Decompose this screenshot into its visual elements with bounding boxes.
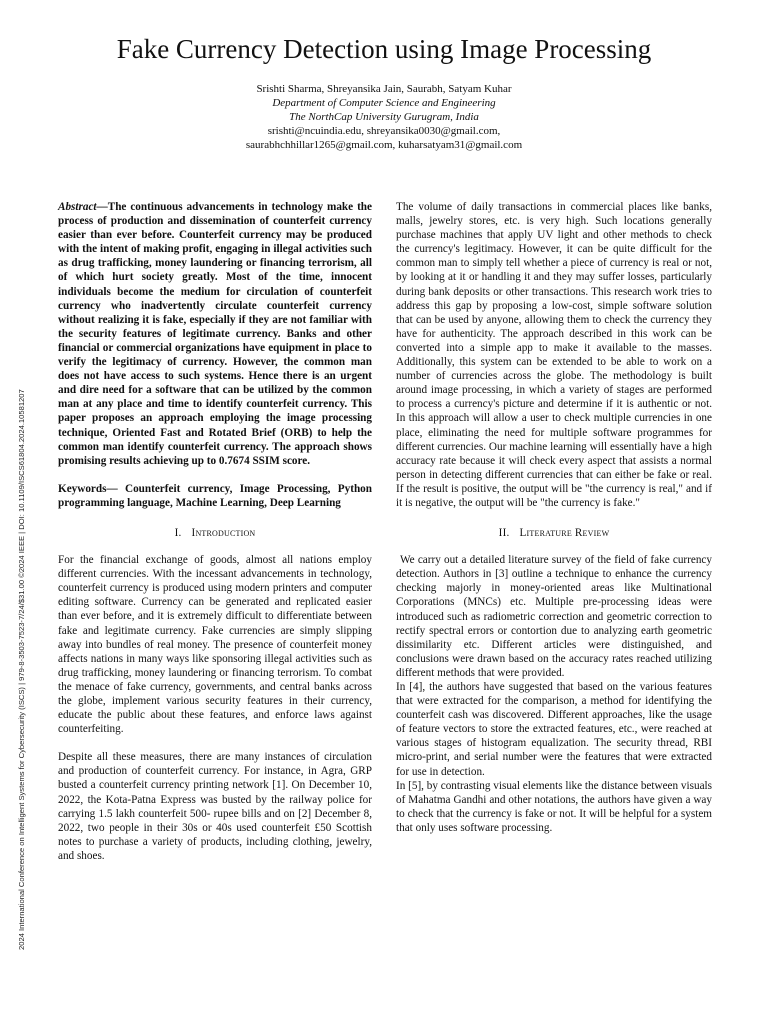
author-university: The NorthCap University Gurugram, India [289, 111, 479, 123]
left-column [58, 200, 372, 877]
keywords-label: Keywords [58, 482, 107, 495]
section-title: Literature Review [519, 527, 610, 540]
abstract-label: Abstract [58, 201, 97, 213]
author-emails-line-2: saurabhchhillar1265@gmail.com, kuharsatyam31@gmail.com [245, 139, 523, 151]
intro-paragraph-1: For the financial exchange of goods, almost all nations employ different currencies. With the incessant advancements in technology, counterfeit currency is produced using modern printers and computer editing software. Currency can be generated and replicated easier than ever before, and it is extremely difficult to differentiate between fake and legitimate currency. Fake currencies are simply slipping away into bundles of real money. The presence of counterfeit money affects nations in many ways like sponsoring illegal activities such as drug trafficking, money laundering or financing terrorism. To combat the menace of fake currency, governments, and central banks across the globe, implement various security features in their currency, educate the public about these features, and enforce laws against counterfeiting. [58, 554, 372, 736]
abstract [58, 200, 372, 468]
section-heading-introduction [58, 526, 372, 540]
conference-doi-text: 2024 International Conference on Intelligent Systems for Cybersecurity (ISCS) | 979-8-3503-7523-7/24/$31.00 ©2024 IEEE | DOI: 10.1109/ISCS61804.2024.10581207 [17, 389, 26, 950]
author-emails-line-1: srishti@ncuindia.edu, shreyansika0030@gmail.com, [267, 125, 501, 137]
intro-paragraph-3: The volume of daily transactions in commercial places like banks, malls, jewelry stores, etc. is very high. Such locations generally purchase machines that apply UV light and other methods to check the currency's legitimacy. However, it can be quite difficult for the common man to simply tell whether a piece of currency is real or not, by looking at it or handling it and they may suffer losses, particularly during bank deposits or other transactions. This research work tries to address this gap by proposing a low-cost, simple software solution that can be used by anyone, allowing them to check the currency they have for authenticity. The approach described in this work can be converted into a simple app to make it available to the masses. Additionally, this system can be extended to be able to work on a number of currencies across the globe. The methodology is built around image processing, in which a variety of stages are performed to process a currency's picture and determine if it is authentic or not. In this approach will allow a user to check multiple currencies in one place, eliminating the need for multiple software programmes for different currencies. Our machine learning will essentially have a high accuracy rate because it will check every aspect that assists a normal person in detecting different currencies that can either be fake or real. If the result is positive, the output will be "the currency is real," and if it is negative, the output will be "the currency is fake." [396, 201, 712, 509]
author-block [0, 82, 768, 152]
author-names: Srishti Sharma, Shreyansika Jain, Saurabh, Satyam Kuhar [256, 83, 512, 95]
lit-paragraph-3: In [5], by contrasting visual elements like the distance between visuals of Mahatma Gandhi and other notations, the authors have given a way to check that the currency is fake or not. It will be helpful for a system that only uses software processing. [396, 779, 712, 834]
abstract-text: —The continuous advancements in technology make the process of production and dissemination of counterfeit currency easier than ever before. Counterfeit currency may be produced with the intent of making profit, engaging in illegal activities such as drug trafficking, money laundering or financing terrorism, all of which hurt society greatly. Most of the time, innocent individuals become the medium for circulation of counterfeit currency who inadvertently circulate counterfeit currency without realizing it is fake, especially if they are not familiar with the security features of legitimate currency. Banks and other financial or commercial organizations have equipment in place to verify the legitimacy of currency. However, the common man does not have access to such systems. Hence there is an urgent and dire need for a software that can be utilized by the common man at any place and time to identify counterfeit currency. This paper proposes an approach employing the image processing technique, Oriented Fast and Rotated Brief (ORB) to help the common man identify counterfeit currency. The approach shows promising results achieving up to 0.7674 SSIM score. [58, 201, 372, 467]
keywords [58, 482, 372, 510]
section-heading-literature-review [396, 526, 712, 540]
section-title: Introduction [191, 526, 256, 539]
lit-paragraph-1: We carry out a detailed literature survey of the field of fake currency detection. Authors in [3] outline a technique to enhance the currency checking majorly in money-oriented areas like Multinational Corporations (MNCs) etc. Multiple pre-processing ideas were introduced such as radiometric correction and geometric correction to rectify spectral errors or contortion due to analyzing earth geometric dissimilarity etc. Different articles were distinguished, and conclusions were drawn based on the accuracy rates reached utilizing different methods that were provided. [396, 554, 712, 679]
author-department: Department of Computer Science and Engineering [272, 97, 496, 109]
paper-title: Fake Currency Detection using Image Processing [116, 34, 652, 64]
intro-paragraph-2: Despite all these measures, there are many instances of circulation and production of counterfeit currency. For instance, in Agra, GRP busted a counterfeit currency printing network [1]. On December 10, 2022, the Kota-Patna Express was busted by the railway police for carrying 1.5 lakh counterfeit 500- rupee bills and on [2] December 8, 2022, two people in their 30s or 40s used counterfeit £50 Scottish notes to purchase a variety of products, including clothing, jewelry, and shoes. [58, 751, 372, 862]
section-number: II. [498, 527, 510, 540]
section-number: I. [174, 526, 182, 539]
keywords-text: — Counterfeit currency, Image Processing, Python programming language, Machine Learning, Deep Learning [58, 482, 372, 509]
lit-paragraph-2: In [4], the authors have suggested that based on the various features that were extracted for the comparison, a method for identifying the counterfeit cash was discovered. Different approaches, like the usage of feature vectors to store the extracted features, etc., were reached at various stages of histogram equalization. The security thread, RBI micro-print, and serial number were the features that were extracted for use in detection. [396, 681, 712, 778]
right-column [396, 200, 712, 835]
